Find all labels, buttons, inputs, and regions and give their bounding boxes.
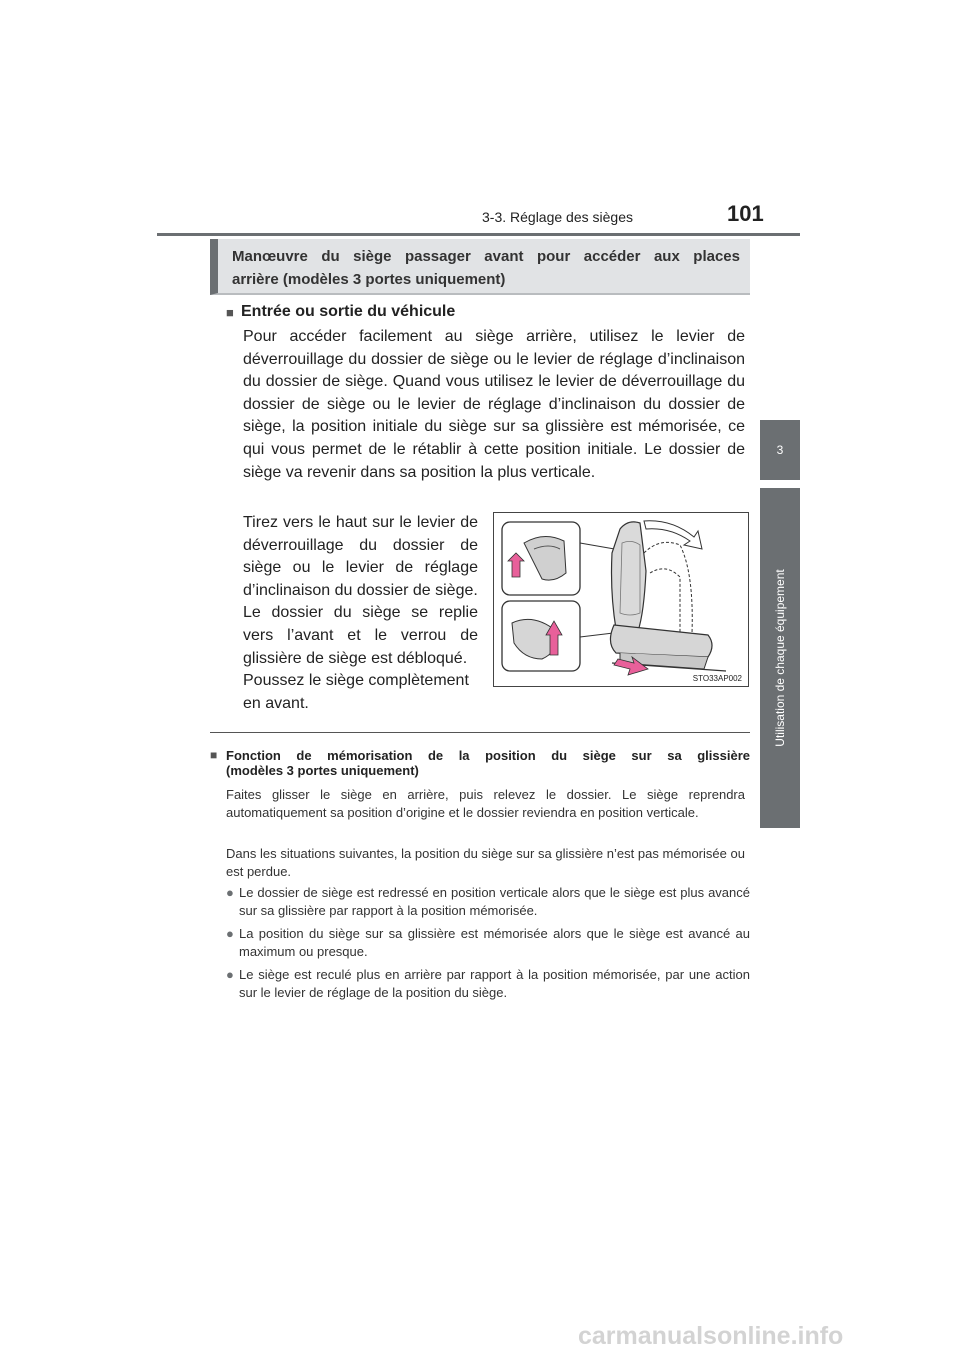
circle-bullet-icon: ● (226, 926, 234, 941)
instruction-text (243, 512, 478, 715)
instruction-step: Poussez le siège complètement en avant. (243, 672, 469, 712)
title-line-1: Manœuvre du siège passager avant pour accéder aux places (232, 248, 740, 265)
heading-line-1: Fonction de mémorisation de la position du siège sur sa glissière (226, 748, 750, 763)
instruction-step: Le dossier du siège se replie vers l’avant et le verrou de glissière de siège est débloqué. (243, 604, 478, 667)
title-line-2: arrière (modèles 3 portes uniquement) (232, 271, 506, 288)
memory-paragraph-1: Faites glisser le siège en arrière, puis relevez le dossier. Le siège reprendra automatiquement sa position d’origine et le dossier reviendra en position verticale. (226, 787, 745, 820)
section-header: 3-3. Réglage des sièges (482, 209, 633, 225)
list-item: ● Le siège est reculé plus en arrière par rapport à la position mémorisée, par une action sur le levier de réglage de la position du siège. (226, 967, 750, 1000)
circle-bullet-icon: ● (226, 967, 234, 982)
seat-illustration (493, 512, 749, 687)
chapter-number-tab (760, 420, 800, 480)
chapter-number: 3 (776, 443, 784, 457)
heading-line-2: (modèles 3 portes uniquement) (226, 763, 419, 778)
subsection-heading: Entrée ou sortie du véhicule (241, 303, 456, 320)
section-title-box (210, 239, 750, 295)
memory-paragraph-2: Dans les situations suivantes, la position du siège sur sa glissière n’est pas mémorisée ou est perdue. (226, 846, 745, 879)
figure-code: STO33AP002 (692, 674, 742, 683)
list-item: ● La position du siège sur sa glissière est mémorisée alors que le siège est avancé au maximum ou presque. (226, 926, 750, 959)
square-bullet-icon: ■ (210, 748, 218, 762)
chapter-title: Utilisation de chaque équipement (773, 569, 787, 747)
circle-bullet-icon: ● (226, 885, 234, 900)
page-number: 101 (727, 201, 764, 226)
seat-diagram-svg (494, 513, 748, 686)
memory-function-heading (210, 748, 750, 778)
header-rule (157, 233, 800, 236)
intro-paragraph: Pour accéder facilement au siège arrière, utilisez le levier de déverrouillage du dossier de siège ou le levier de réglage d’inclinaison du dossier de siège. Quand vous utilisez le levier de déverrouillage du dossier de siège ou le levier de réglage d’inclinaison du dossier de siège, la position initiale du siège sur sa glissière est mémorisée, ce qui vous permet de le rétablir à cette position initiale. Le dossier de siège va revenir dans sa position la plus verticale. (243, 328, 745, 481)
section-divider (210, 732, 750, 733)
square-bullet-icon: ■ (226, 305, 234, 320)
instruction-step: Tirez vers le haut sur le levier de déverrouillage du dossier de siège ou le levier de réglage d’inclinaison du dossier de siège. (243, 514, 478, 599)
watermark: carmanualsonline.info (578, 1322, 844, 1350)
list-item: ● Le dossier de siège est redressé en position verticale alors que le siège est plus avancé sur sa glissière par rapport à la position mémorisée. (226, 885, 750, 918)
